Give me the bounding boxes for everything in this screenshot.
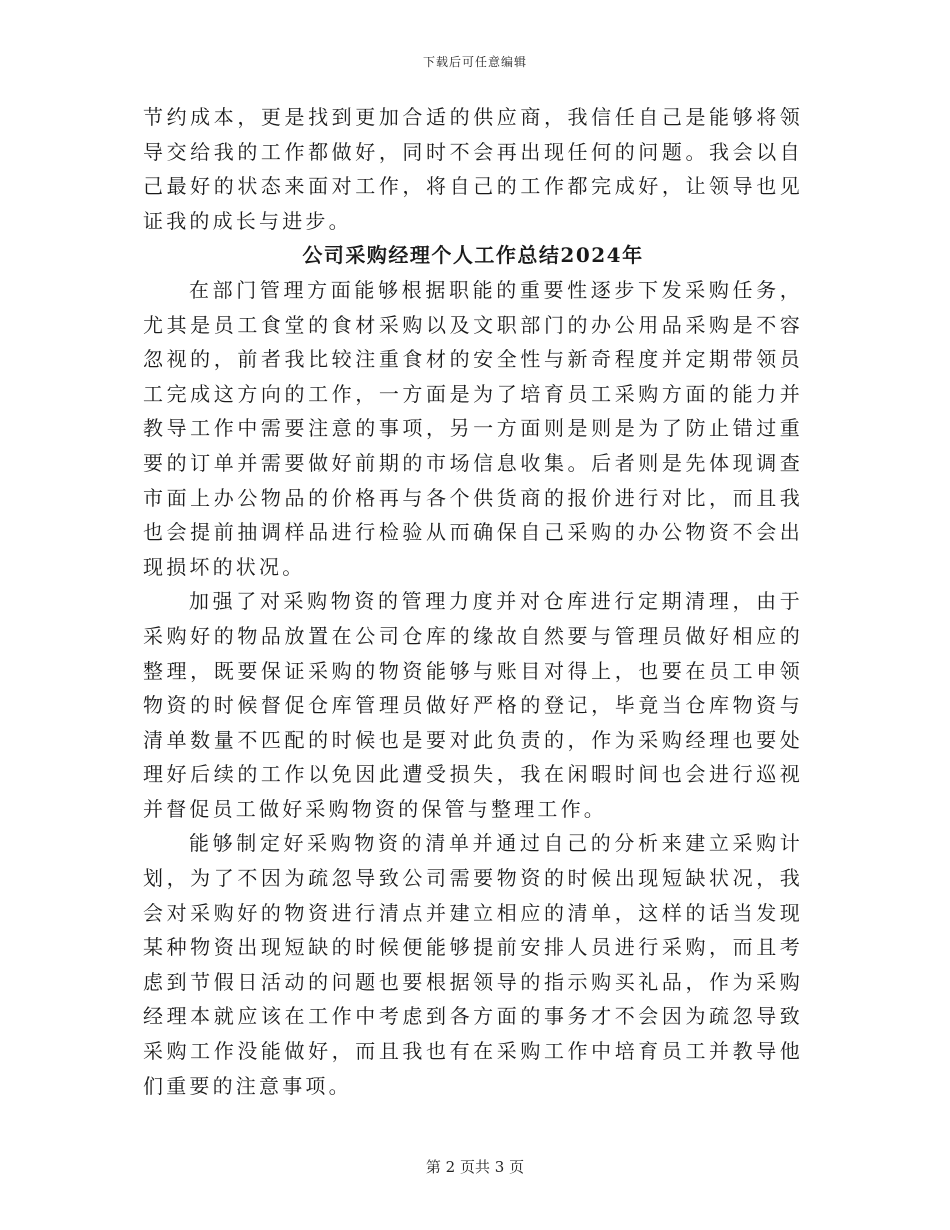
document-body — [143, 100, 803, 1103]
paragraph-3: 能够制定好采购物资的清单并通过自己的分析来建立采购计划，为了不因为疏忽导致公司需要物资的时候出现短缺状况，我会对采购好的物资进行清点并建立相应的清单，这样的话当发现某种物资出现短缺的时候便能够提前安排人员进行采购，而且考虑到节假日活动的问题也要根据领导的指示购买礼品，作为采购经理本就应该在工作中考虑到各方面的事务才不会因为疏忽导致采购工作没能做好，而且我也有在采购工作中培育员工并教导他们重要的注意事项。 — [143, 831, 803, 1098]
page-footer: 第 2 页共 3 页 — [425, 1158, 525, 1176]
paragraph-2: 加强了对采购物资的管理力度并对仓库进行定期清理，由于采购好的物品放置在公司仓库的缘故自然要与管理员做好相应的整理，既要保证采购的物资能够与账目对得上，也要在员工申领物资的时候督促仓库管理员做好严格的登记，毕竟当仓库物资与清单数量不匹配的时候也是要对此负责的，作为采购经理也要处理好后续的工作以免因此遭受损失，我在闲暇时间也会进行巡视并督促员工做好采购物资的保管与整理工作。 — [143, 589, 803, 821]
intro-paragraph: 节约成本，更是找到更加合适的供应商，我信任自己是能够将领导交给我的工作都做好，同时不会再出现任何的问题。我会以自己最好的状态来面对工作，将自己的工作都完成好，让领导也见证我的成长与进步。 — [143, 105, 803, 233]
page-header: 下载后可任意编辑 — [422, 55, 527, 69]
paragraph-1: 在部门管理方面能够根据职能的重要性逐步下发采购任务，尤其是员工食堂的食材采购以及文职部门的办公用品采购是不容忽视的，前者我比较注重食材的安全性与新奇程度并定期带领员工完成这方向的工作，一方面是为了培育员工采购方面的能力并教导工作中需要注意的事项，另一方面则是则是为了防止错过重要的订单并需要做好前期的市场信息收集。后者则是先体现调查市面上办公物品的价格再与各个供货商的报价进行对比，而且我也会提前抽调样品进行检验从而确保自己采购的办公物资不会出现损坏的状况。 — [143, 277, 803, 579]
section-title: 公司采购经理个人工作总结2024年 — [302, 243, 644, 268]
